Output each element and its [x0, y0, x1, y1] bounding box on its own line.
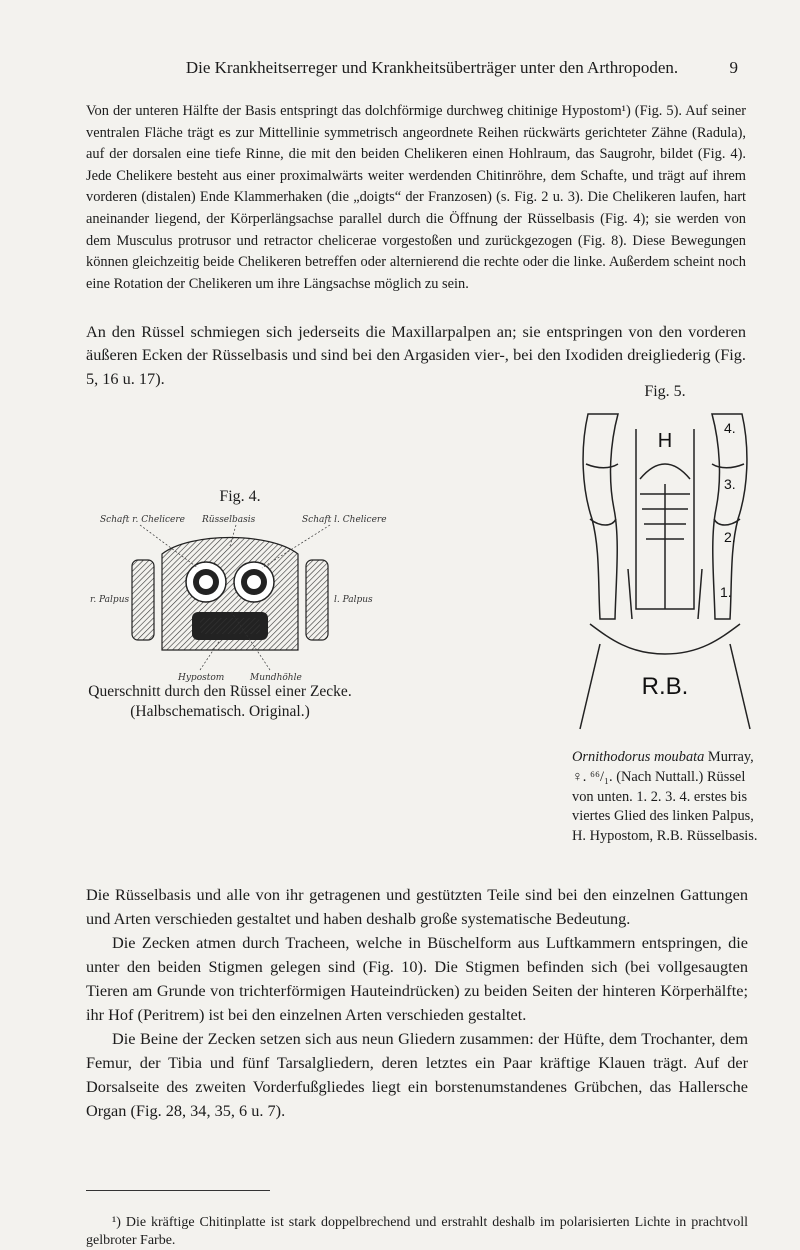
species-name: Ornithodorus moubata — [572, 749, 705, 765]
figure-4-caption: Querschnitt durch den Rüssel einer Zecke. (Halbschematisch. Original.) — [88, 683, 352, 720]
figure-5 — [570, 383, 760, 763]
page-number: 9 — [729, 58, 738, 77]
figure-4-label: Fig. 4. — [219, 488, 261, 505]
paragraph-beine: Die Beine der Zecken setzen sich aus neun Gliedern zusammen: der Hüfte, dem Trochanter, dem Femur, der Tibia und fünf Tarsalgliedern, deren letztes ein Paar kräftige Klauen trägt. Auf der Dorsalseite des zweiten Vorderfußgliedes liegt ein borstenumstandenes Grübchen, das Hallersche Organ (Fig. 28, 34, 35, 6 u. 7). — [86, 1029, 748, 1120]
figure-5-caption-rest: Murray, ♀. ⁶⁶/₁. (Nach Nuttall.) Rüssel von unten. 1. 2. 3. 4. erstes bis viertes Glied des linken Palpus, H. Hypostom, R.B. Rüsselbasis. — [572, 749, 758, 845]
figure-5-caption — [572, 748, 758, 847]
label-l-palpus: l. Palpus — [334, 595, 373, 605]
paragraph-ruesselbasis: Die Rüsselbasis und alle von ihr getragenen und gestützten Teile sind bei den einzelnen Gattungen und Arten verschieden gestaltet und haben deshalb große systematische Bedeutung. — [86, 885, 748, 928]
label-hypostom: Hypostom — [178, 673, 225, 683]
label-r-palpus: r. Palpus — [90, 595, 130, 605]
label-mundhoehle: Mundhöhle — [250, 673, 302, 683]
label-segment-4: 4. — [724, 420, 736, 436]
body-text-lower — [86, 883, 748, 1123]
footnote: ¹) Die kräftige Chitinplatte ist stark doppelbrechend und erstrahlt deshalb im polarisierten Lichte in prachtvoll gelbroter Farbe. — [86, 1215, 748, 1248]
label-segment-2: 2. — [724, 529, 736, 545]
running-title: Die Krankheitserreger und Krankheitsüberträger unter den Arthropoden. — [185, 58, 679, 77]
paragraph-maxillarpalpen: An den Rüssel schmiegen sich jederseits die Maxillarpalpen an; sie entspringen von den vorderen äußeren Ecken der Rüsselbasis und sind bei den Argasiden vier-, bei den Ixodiden dreigliederig (Fig. 5, 16 u. 17). — [86, 322, 746, 388]
paragraph-hypostom: Von der unteren Hälfte der Basis entspringt das dolchförmige durchweg chitinige Hypostom¹) (Fig. 5). Auf seiner ventralen Fläche trägt es zur Mittellinie symmetrisch angeordnete Reihen rückwärts gerichteter Zähne (Radula), auf der dorsalen eine tiefe Rinne, die mit den beiden Chelikeren einen Hohlraum, das Saugrohr, bildet (Fig. 4). Jede Chelikere besteht aus einer proximalwärts weiter werdenden Chitinröhre, dem Schafte, und trägt auf ihrem vorderen (distalen) Ende Klammerhaken (die „doigts“ der Franzosen) (s. Fig. 2 u. 3). Die Chelikeren laufen, hart aneinander liegend, der Körperlängsachse parallel durch die Öffnung der Rüsselbasis (Fig. 4); sie werden von dem Musculus protrusor und retractor chelicerae vorgestoßen und zurückgezogen (Fig. 8). Diese Bewegungen können gleichzeitig beide Chelikeren betreffen oder alternierend die rechte oder die linke. Außerdem scheint noch eine Rotation der Chelikeren um ihre Längsachse möglich zu sein. — [86, 103, 746, 292]
figure-4-drawing — [80, 510, 400, 690]
label-h: H — [657, 430, 673, 452]
label-schaft-l-chelicere: Schaft l. Chelicere — [302, 515, 387, 525]
label-schaft-r-chelicere: Schaft r. Chelicere — [100, 515, 185, 525]
label-ruesselbasis: Rüsselbasis — [202, 515, 256, 525]
paragraph-tracheen: Die Zecken atmen durch Tracheen, welche in Büschelform aus Luftkammern entspringen, die unter den beiden Stigmen gelegen sind (Fig. 10). Die Stigmen befinden sich (bei vollgesaugten Tieren am Grunde von trichterförmigen Hauteindrücken) zu beiden Seiten der hinteren Körperhälfte; ihr Hof (Peritrem) ist bei den einzelnen Arten verschieden gestaltet. — [86, 933, 748, 1024]
label-segment-3: 3. — [724, 476, 736, 492]
running-header — [126, 58, 738, 82]
figure-5-label: Fig. 5. — [644, 383, 686, 400]
figure-5-drawing — [570, 409, 760, 749]
footnote-rule — [86, 1190, 270, 1191]
label-segment-1: 1. — [720, 584, 732, 600]
label-rb: R.B. — [641, 673, 689, 700]
